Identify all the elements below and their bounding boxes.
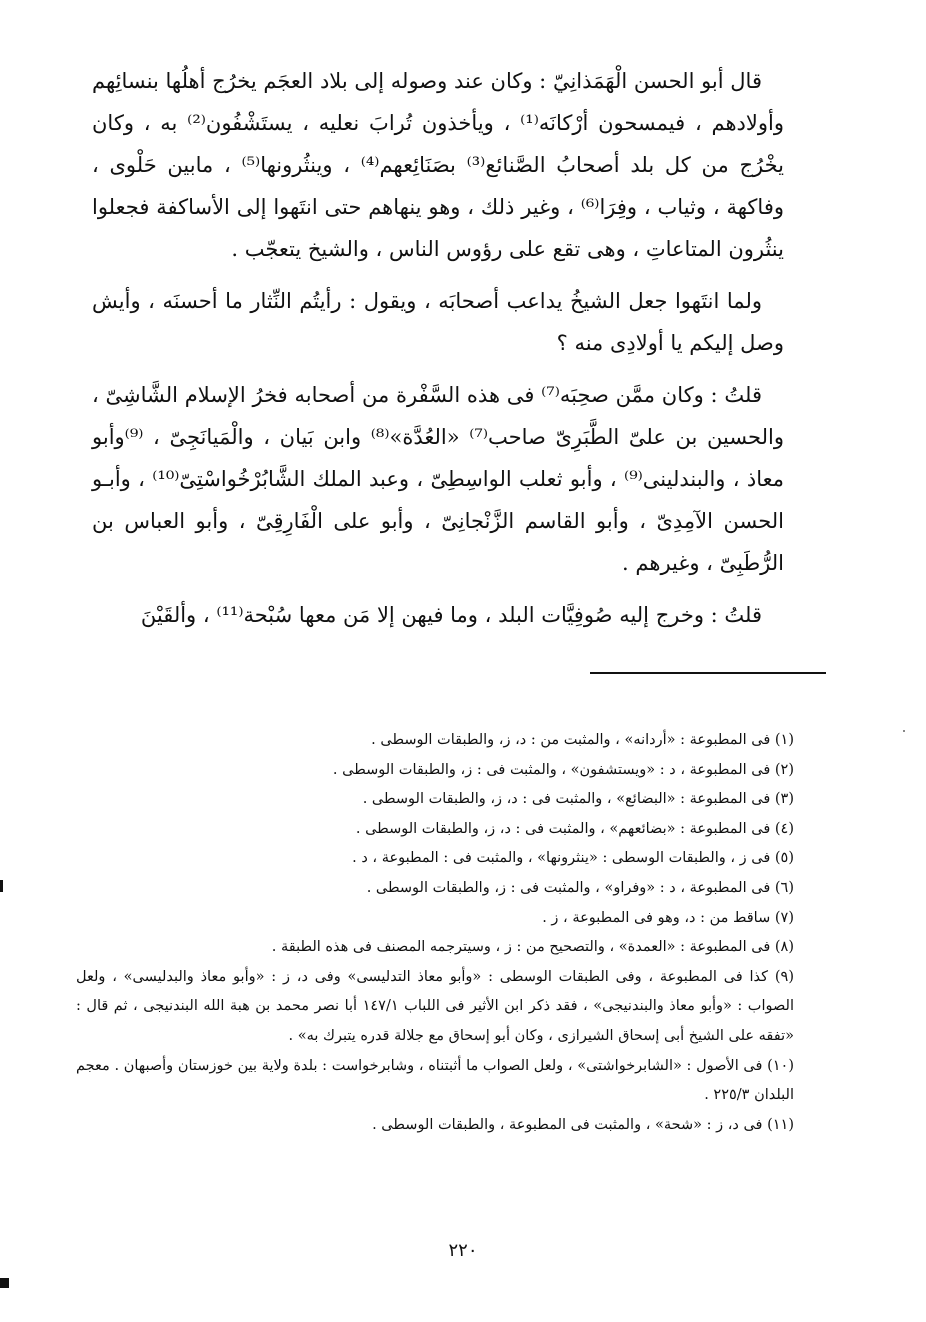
main-paragraph: قلتُ : وكان ممَّن صحِبَه⁽⁷⁾ فى هذه السَّفْرة من أصحابه فخرُ الإسلام الشَّاشِىّ ، والحسين بن علىّ الطَّبَرِىّ صاحب⁽⁷⁾ «العُدَّة»⁽⁸⁾ وابن بَيان ، والْمَيانَجِىّ ، ⁽⁹⁾وأبو معاذ ، والبندلينى⁽⁹⁾ ، وأبو ثعلب الواسِطِىّ ، وعبد الملك الشَّابُرْخُواسْتِىّ⁽¹⁰⁾ ، وأبـو الحسن الآمِدِىّ ، وأبو القاسم الزَّنْجانِىّ ، وأبو على الْفَارِقِىّ ، وأبو العباس بن الرُّطَبِىّ ، وغيرهم .: [92, 383, 784, 575]
main-paragraph: قلتُ : وخرج إليه صُوفِيَّات البلد ، وما فيهن إلا مَن معها سُبْحة⁽¹¹⁾ ، وألقَيْنَ: [140, 603, 762, 627]
footnote-separator: [590, 672, 826, 674]
footnote: (١٠) فى الأصول : «الشابرخواشتى» ، ولعل الصواب ما أثبتناه ، وشابرخواست : بلدة ولاية بين خوزستان وأصبهان . معجم البلدان ٢٢٥/٣ .: [76, 1057, 794, 1104]
footnote: (٤) فى المطبوعة : «بضائعهم» ، والمثبت فى : د، ز، والطبقات الوسطى .: [355, 820, 794, 837]
footnote: (١) فى المطبوعة : «أردانه» ، والمثبت من : د، ز، والطبقات الوسطى .: [371, 732, 794, 748]
footnote: (٨) فى المطبوعة : «العمدة» ، والتصحيح من : ز ، وسيترجمه المصنف فى هذه الطبقة .: [271, 939, 794, 956]
footnote: (٢) فى المطبوعة ، د : «ويستشفون» ، والمثبت فى : ز، والطبقات الوسطى .: [332, 761, 794, 778]
footnote: (٥) فى ز ، والطبقات الوسطى : «ينثرونها» ، والمثبت فى : المطبوعة ، د .: [352, 850, 794, 867]
footnote: (٧) ساقط من : د، وهو فى المطبوعة ، ز .: [542, 909, 794, 926]
footnote: (٩) كذا فى المطبوعة ، وفى الطبقات الوسطى : «وأبو معاذ التدليسى» وفى د، ز : «وأبو معاذ والبدليسى» ، ولعل الصواب : «وأبو معاذ والبندنيجى» ، فقد ذكر ابن الأثير فى اللباب ١٤٧/١ أبا نصر محمد بن هبة الله البندنيجى ، ثم قال : «تفقه على الشيخ أبى إسحاق الشيرازى ، وكان أبو إسحاق مع جلالة قدره يتبرك به» .: [76, 968, 794, 1044]
footnotes: [76, 726, 794, 1140]
main-text: [92, 60, 784, 646]
scan-edge-mark: [0, 880, 3, 892]
footnote: (١١) فى د، ز : «شحة» ، والمثبت فى المطبوعة ، والطبقات الوسطى .: [372, 1116, 794, 1133]
page-number: ٢٢٠: [448, 1240, 478, 1261]
main-paragraph: ولما انتَهوا جعل الشيخُ يداعب أصحابَه ، ويقول : رأيتُم النِّثار ما أحسنَه ، وأيش وصل إليكم يا أولادِى منه ؟: [92, 289, 784, 355]
scan-speck: [903, 730, 905, 732]
footnote: (٦) فى المطبوعة ، د : «وفراو» ، والمثبت فى : ز، والطبقات الوسطى .: [366, 879, 794, 896]
scan-edge-mark: [0, 1278, 9, 1288]
main-paragraph: قال أبو الحسن الْهَمَذانِيّ : وكان عند وصوله إلى بلاد العجَم يخرُج أهلُها بنسائِهم وأولادهم ، فيمسحون أرْكانَه⁽¹⁾ ، ويأخذون تُرابَ نعليه ، يستَشْفُون⁽²⁾ به ، وكان يخْرُج من كل بلد أصحابُ الصَّنائع⁽³⁾ بصَنَائِعهم⁽⁴⁾ ، وينثُرونها⁽⁵⁾ ، مابين حَلْوى ، وفاكهة ، وثياب ، وفِرَا⁽⁶⁾ ، وغير ذلك ، وهو ينهاهم حتى انتَهوا إلى الأساكفة فجعلوا ينثُرون المتاعاتِ ، وهى تقع على رؤوس الناس ، والشيخ يتعجّب .: [92, 69, 784, 261]
footnote: (٣) فى المطبوعة : «البضائع» ، والمثبت فى : د، ز، والطبقات الوسطى .: [362, 791, 794, 808]
